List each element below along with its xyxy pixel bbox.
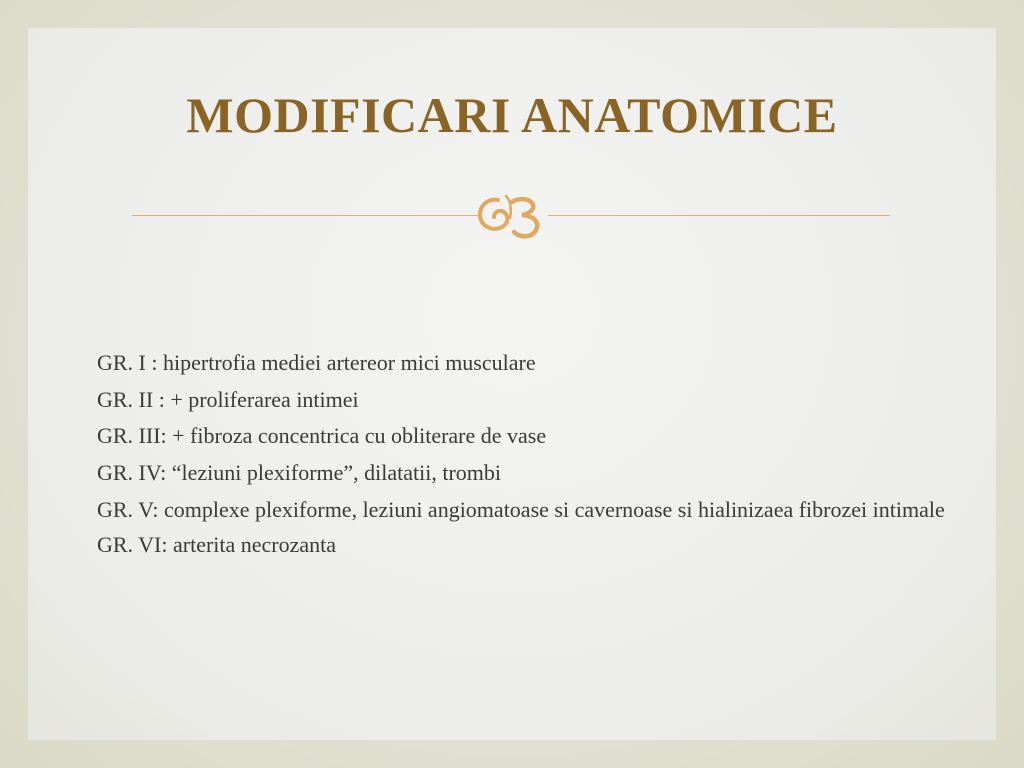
content-list <box>97 348 997 567</box>
slide-title: MODIFICARI ANATOMICE <box>186 87 838 143</box>
list-item: GR. I : hipertrofia mediei artereor mici musculare <box>97 350 536 375</box>
list-item: GR. IV: “leziuni plexiforme”, dilatatii, trombi <box>97 459 502 485</box>
list-item: GR. III: + fibroza concentrica cu obliterare de vase <box>97 423 547 448</box>
title-divider-right <box>548 215 890 216</box>
scroll-ornament-icon <box>470 188 554 242</box>
list-item: GR. II : + proliferarea intimei <box>97 386 359 412</box>
list-item: GR. VI: arterita necrozanta <box>97 532 337 557</box>
title-divider-left <box>132 215 478 216</box>
list-item: GR. V: complexe plexiforme, leziuni angiomatoase si cavernoase si hialinizaea fibrozei intimale <box>97 497 945 522</box>
